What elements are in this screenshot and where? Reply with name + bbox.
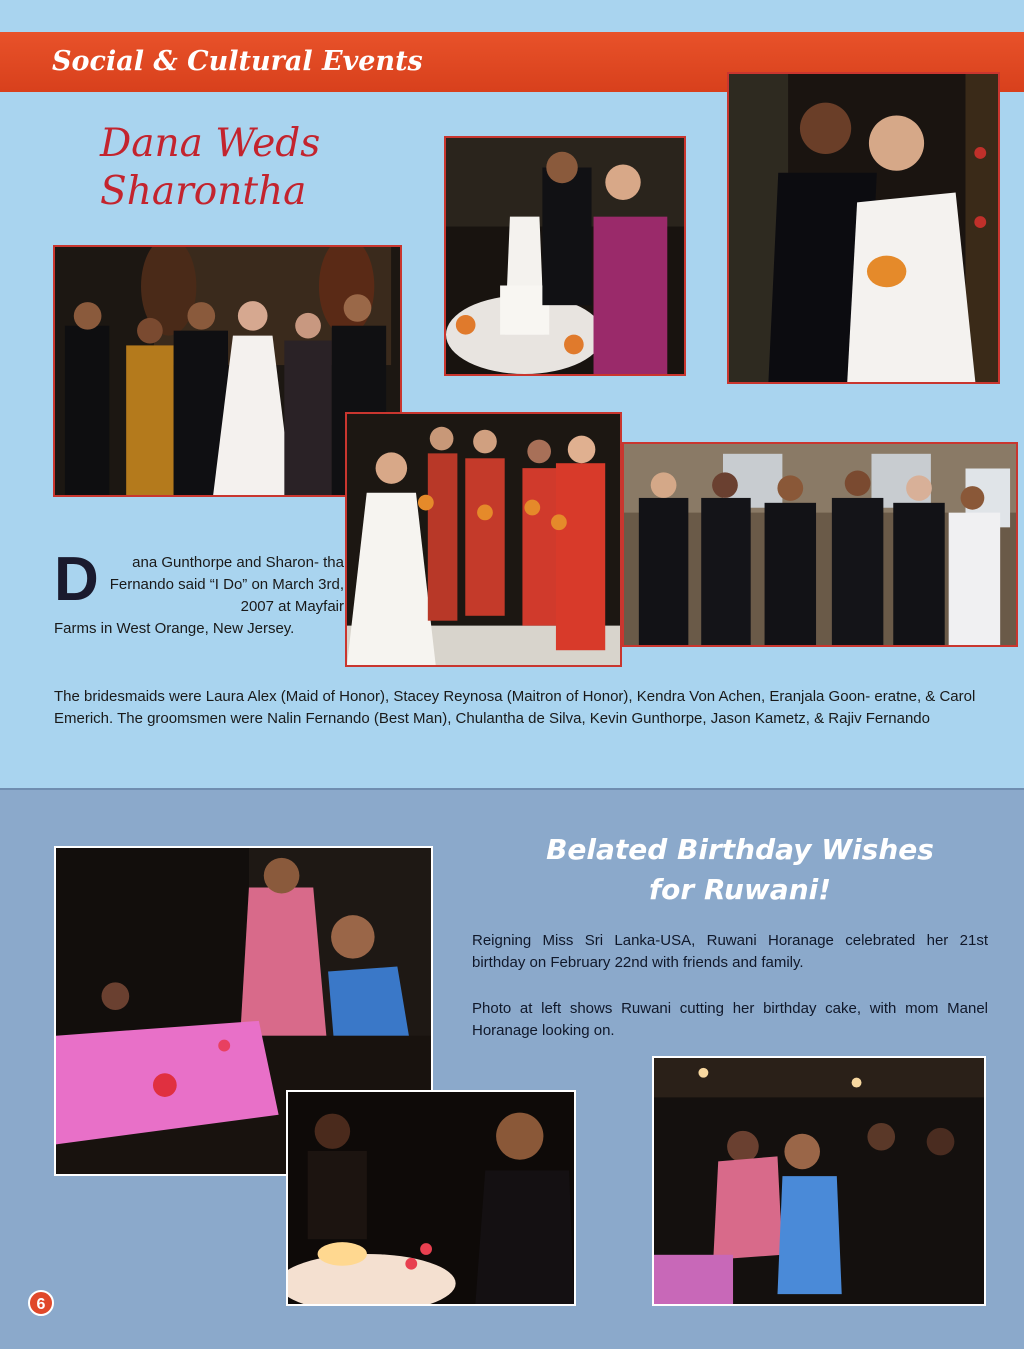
- wedding-lead-paragraph: [54, 545, 344, 640]
- lead-last-line: Farms in West Orange, New Jersey.: [54, 620, 295, 637]
- page-number: 6: [28, 1290, 54, 1316]
- cake-cutting-photo: [444, 136, 686, 376]
- lead-body-text: ana Gunthorpe and Sharon- tha Fernando said “I Do” on March 3rd, 2007 at Mayfair: [109, 554, 344, 615]
- bridal-party-paragraph: The bridesmaids were Laura Alex (Maid of Honor), Stacey Reynosa (Maitron of Honor), Kendra Von Achen, Eranjala Goon- eratne, & Carol Emerich. The groomsmen were Nalin Fernando (Best Man), Chulantha de Silva, Kevin Gunthorpe, Jason Kametz, & Rajiv Fernando: [54, 688, 976, 727]
- cake-cutting-image: [446, 138, 684, 374]
- birthday-paragraph-1: Reigning Miss Sri Lanka-USA, Ruwani Horanage celebrated her 21st birthday on February 22nd with friends and family.: [472, 932, 988, 971]
- wedding-headline: [100, 120, 400, 216]
- birthday-headline-line-1: Belated Birthday Wishes: [546, 833, 934, 866]
- dropcap-letter: D: [54, 545, 99, 614]
- bride-groom-photo: [727, 72, 1000, 384]
- bride-groom-image: [729, 74, 998, 382]
- bridesmaids-photo: [345, 412, 622, 667]
- birthday-paragraph-2: Photo at left shows Ruwani cutting her birthday cake, with mom Manel Horanage looking on.: [472, 1000, 988, 1039]
- birthday-celebration-photo: [652, 1056, 986, 1306]
- groomsmen-photo: [622, 442, 1018, 647]
- section-title: Social & Cultural Events: [52, 46, 423, 77]
- groomsmen-image: [624, 444, 1016, 645]
- headline-line-1: Dana Weds: [100, 121, 321, 166]
- birthday-headline: [510, 830, 970, 910]
- bridesmaids-image: [347, 414, 620, 665]
- birthday-candles-photo: [286, 1090, 576, 1306]
- birthday-candles-image: [288, 1092, 574, 1304]
- birthday-celebration-image: [654, 1058, 984, 1304]
- headline-line-2: Sharontha: [100, 169, 307, 214]
- birthday-headline-line-2: for Ruwani!: [649, 873, 831, 906]
